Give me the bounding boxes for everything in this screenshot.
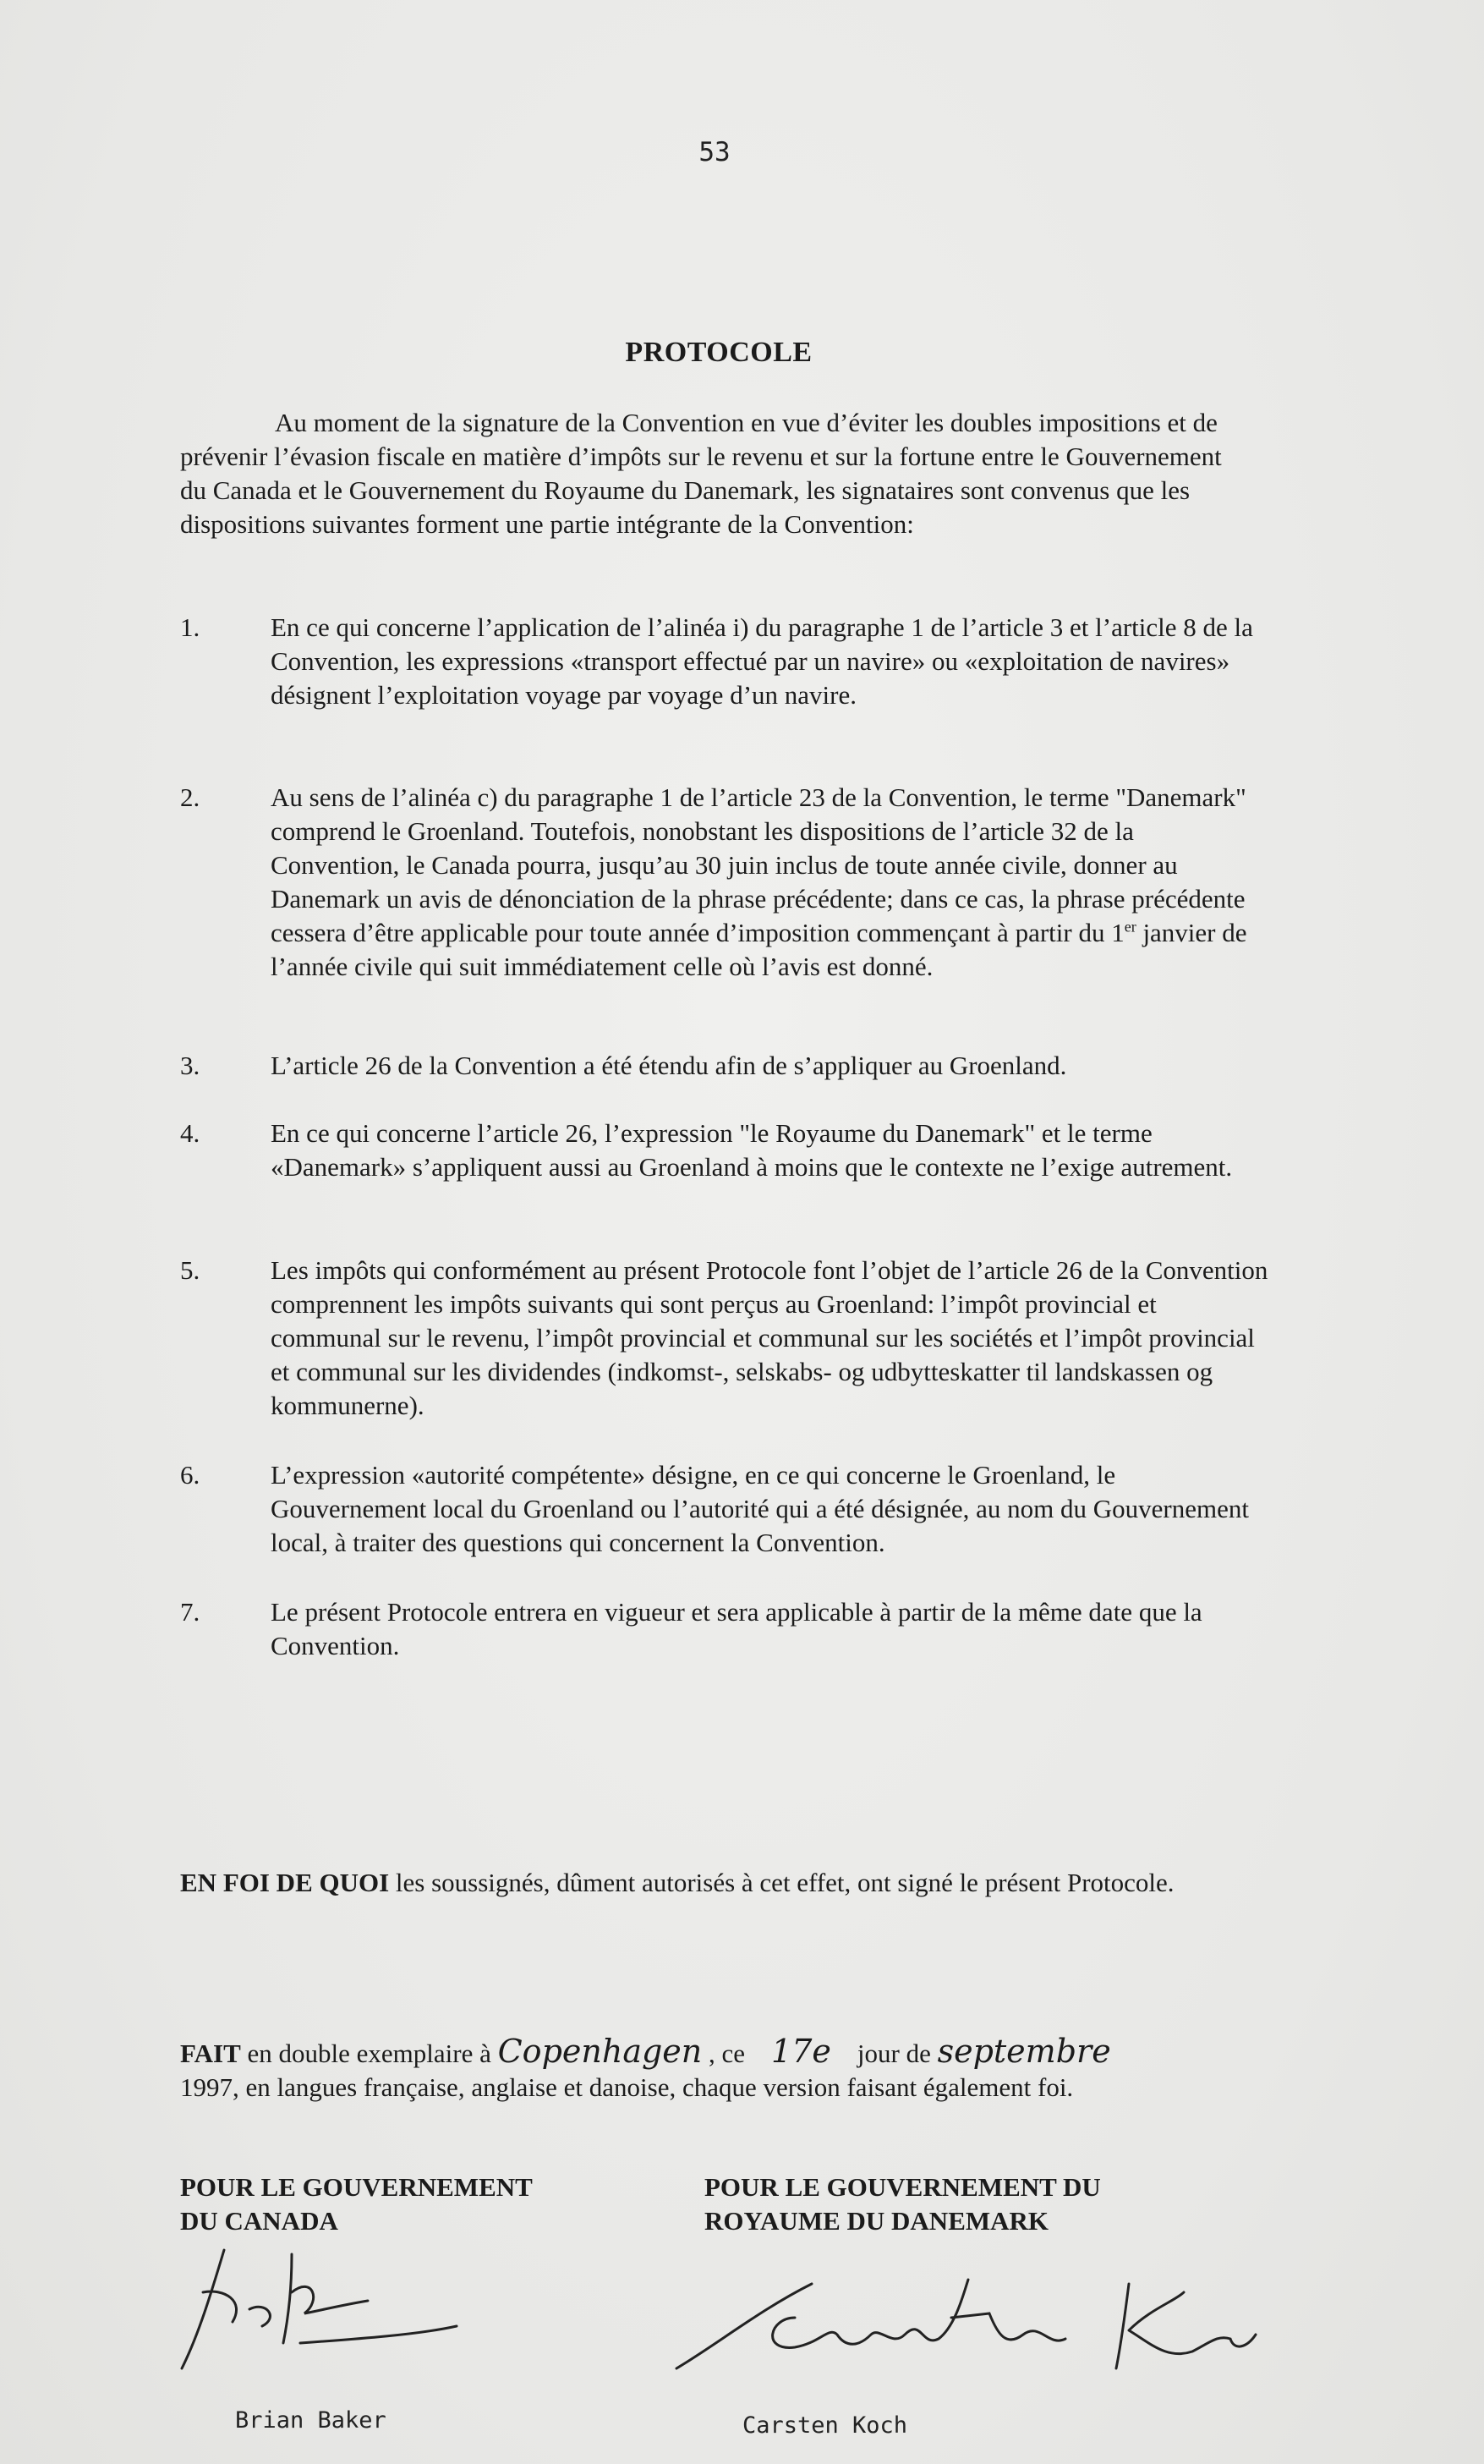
item-text: L’article 26 de la Convention a été étendu afin de s’appliquer au Groenland. bbox=[271, 1051, 1067, 1080]
superscript: er bbox=[1124, 918, 1136, 936]
item-number: 2. bbox=[180, 782, 200, 812]
intro-paragraph: Au moment de la signature de la Convention en vue d’éviter les doubles impositions et de prévenir l’évasion fiscale en matière d’impôts sur le revenu et sur la fortune entre le Gouvernement du Canada et le Gouvernement du Royaume du Danemark, les signataires sont convenus que les dispositions suivantes forment une partie intégrante de la Convention: bbox=[180, 408, 1222, 539]
en-foi-bold: EN FOI DE QUOI bbox=[180, 1868, 390, 1897]
item-number: 1. bbox=[180, 612, 200, 642]
item-text: L’expression «autorité compétente» désigne, en ce qui concerne le Groenland, le Gouvernement local du Groenland ou l’autorité qui a été désignée, au nom du Gouvernement local, à traiter des questions qui concernent la Convention. bbox=[271, 1460, 1249, 1557]
denmark-signatory-name: Carsten Koch bbox=[742, 2412, 908, 2439]
item-text: Les impôts qui conformément au présent Protocole font l’objet de l’article 26 de la Convention comprennent les impôts suivants qui sont perçus au Groenland: l’impôt provincial et communal sur le revenu, l’impôt provincial et communal sur les sociétés et l’impôt provincial et communal sur les dividendes (indkomst-, selskabs- og udbytteskatter til landskassen og kommunerne). bbox=[271, 1255, 1268, 1420]
fait-bold: FAIT bbox=[180, 2039, 241, 2068]
item-number: 3. bbox=[180, 1051, 200, 1080]
item-number: 6. bbox=[180, 1460, 200, 1490]
item-text: Le présent Protocole entrera en vigueur et sera applicable à partir de la même date que la Convention. bbox=[271, 1597, 1202, 1660]
item-number: 7. bbox=[180, 1597, 200, 1627]
handwritten-place: Copenhagen bbox=[497, 2033, 703, 2070]
item-number: 4. bbox=[180, 1118, 200, 1148]
en-foi-text: les soussignés, dûment autorisés à cet effet, ont signé le présent Protocole. bbox=[389, 1868, 1175, 1897]
document-title: PROTOCOLE bbox=[625, 337, 813, 368]
handwritten-day: 17e bbox=[771, 2033, 831, 2070]
item-text: Au sens de l’alinéa c) du paragraphe 1 de l’article 23 de la Convention, le terme "Danemark" comprend le Groenland. Toutefois, nonobstant les dispositions de l’article 32 de la Convention, le Canada pourra, jusqu’au 30 juin inclus de toute année civile, donner au Danemark un avis de dénonciation de la phrase précédente; dans ce cas, la phrase précédente cessera d’être applicable pour toute année d’imposition commençant à partir du 1er janvier de l’année civile qui suit immédiatement celle où l’avis est donné. bbox=[271, 782, 1247, 981]
denmark-signatory-heading: POUR LE GOUVERNEMENT DU ROYAUME DU DANEMARK bbox=[704, 2172, 1101, 2236]
canada-signatory-heading: POUR LE GOUVERNEMENT DU CANADA bbox=[180, 2172, 533, 2236]
item-number: 5. bbox=[180, 1255, 200, 1285]
canada-signatory-name: Brian Baker bbox=[235, 2407, 386, 2434]
item-text: En ce qui concerne l’application de l’alinéa i) du paragraphe 1 de l’article 3 et l’article 8 de la Convention, les expressions «transport effectué par un navire» ou «exploitation de navires» désignent l’exploitation voyage par voyage d’un navire. bbox=[271, 612, 1253, 710]
fait-paragraph: FAIT en double exemplaire à Copenhagen , ce 17e jour de septembre 1997, en langues française, anglaise et danoise, chaque version faisant également foi. bbox=[180, 2033, 1111, 2102]
page-number: 53 bbox=[698, 137, 731, 167]
canada-signature bbox=[165, 2242, 469, 2385]
item-text: En ce qui concerne l’article 26, l’expression "le Royaume du Danemark" et le terme «Danemark» s’appliquent aussi au Groenland à moins que le contexte ne l’exige autrement. bbox=[271, 1118, 1233, 1182]
denmark-signature bbox=[668, 2267, 1260, 2385]
handwritten-month: septembre bbox=[937, 2033, 1111, 2070]
fait-line2: 1997, en langues française, anglaise et danoise, chaque version faisant également foi. bbox=[180, 2072, 1074, 2102]
en-foi-de-quoi-paragraph bbox=[180, 1866, 1254, 1900]
